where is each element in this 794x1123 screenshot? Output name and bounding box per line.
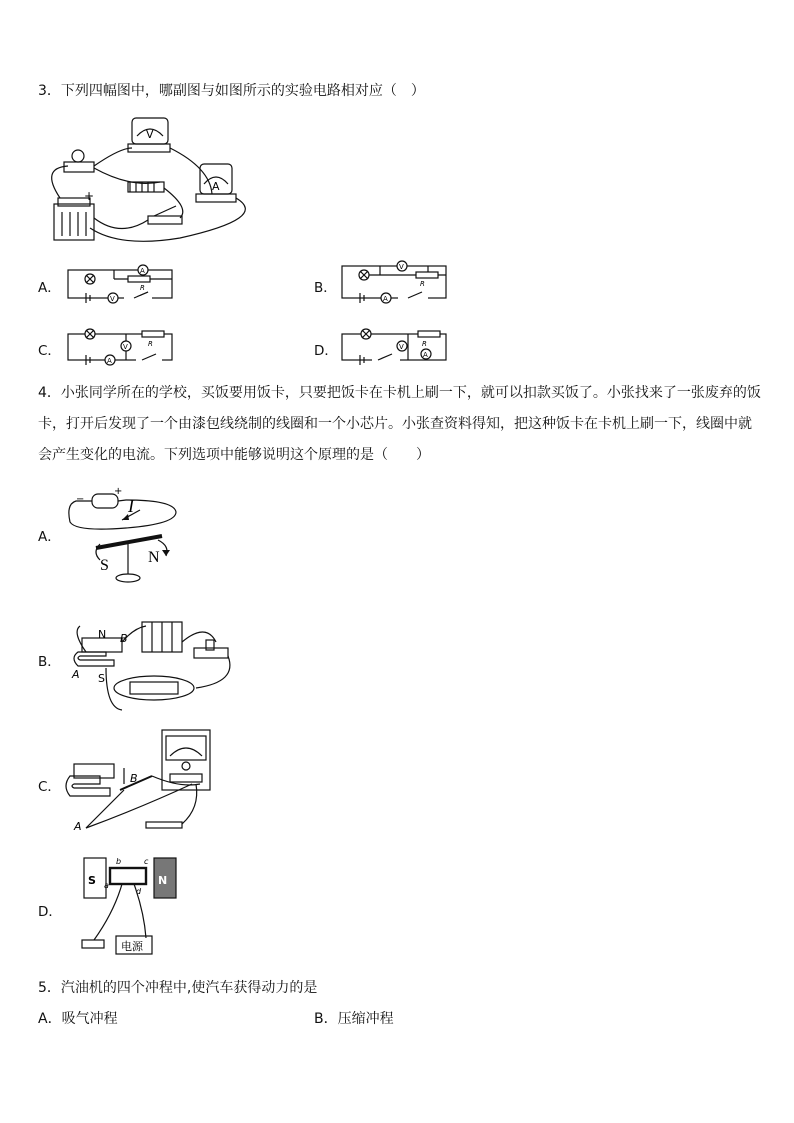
- svg-text:R: R: [140, 284, 145, 292]
- svg-text:R: R: [422, 340, 427, 348]
- q4-option-a-label[interactable]: A．: [38, 529, 61, 545]
- q4-stem-line-2: 卡，打开后发现了一个由漆包线绕制的线圈和一个小芯片。小张查资料得知，把这种饭卡在卡机上刷一下，线圈中就: [38, 416, 752, 432]
- q3-stem: 3．下列四幅图中，哪副图与如图所示的实验电路相对应（ ）: [38, 83, 425, 99]
- svg-text:c: c: [144, 857, 149, 866]
- switch-icon: [148, 216, 182, 224]
- q3-option-b-circuit: [338, 262, 450, 304]
- power-source-label: 电源: [121, 940, 143, 953]
- resistor-icon: [416, 272, 438, 278]
- q4-option-c-label[interactable]: C．: [38, 779, 61, 795]
- lamp-icon: [64, 162, 94, 172]
- svg-text:−: −: [76, 494, 85, 505]
- svg-text:S: S: [88, 874, 96, 887]
- svg-text:a: a: [104, 881, 109, 890]
- resistor-icon: [128, 276, 150, 282]
- svg-text:R: R: [148, 340, 153, 348]
- switch-icon: [82, 940, 104, 948]
- resistor-icon: [142, 331, 164, 337]
- svg-text:A: A: [72, 668, 80, 681]
- q4-option-c-figure: [60, 728, 212, 838]
- q4-stem-line-1: 4．小张同学所在的学校，买饭要用饭卡，只要把饭卡在卡机上刷一下，就可以扣款买饭了。小张找来了一张废弃的饭: [38, 385, 761, 401]
- battery-icon: [54, 204, 94, 240]
- voltmeter-symbol: V: [146, 128, 154, 141]
- magnet-icon: [74, 652, 114, 666]
- svg-text:+: +: [114, 486, 123, 497]
- q3-option-a-label[interactable]: A．: [38, 280, 61, 296]
- svg-text:b: b: [116, 857, 122, 866]
- q3-option-d-circuit: [338, 326, 450, 366]
- q4-option-d-figure: [74, 852, 194, 962]
- q4-option-a-figure: [66, 486, 182, 590]
- q3-option-c-label[interactable]: C．: [38, 343, 61, 359]
- q3-apparatus-figure: [40, 108, 280, 248]
- svg-text:A: A: [423, 351, 428, 359]
- svg-text:S: S: [98, 672, 105, 685]
- svg-text:B: B: [120, 632, 128, 645]
- svg-text:V: V: [399, 343, 404, 351]
- svg-text:V: V: [123, 343, 128, 351]
- wire-loop: [69, 500, 176, 529]
- q3-option-a-circuit: [64, 262, 176, 304]
- magnet-icon: [66, 776, 110, 796]
- compass-needle: [96, 536, 162, 548]
- svg-text:N: N: [98, 628, 107, 641]
- q4-option-d-label[interactable]: D．: [38, 904, 62, 920]
- svg-text:S: S: [100, 557, 109, 574]
- svg-text:A: A: [383, 295, 388, 303]
- ammeter-symbol: A: [212, 180, 220, 193]
- q5-option-b[interactable]: B．压缩冲程: [314, 1011, 394, 1027]
- svg-text:A: A: [74, 820, 82, 833]
- svg-text:A: A: [107, 357, 112, 365]
- svg-text:R: R: [420, 280, 425, 288]
- q4-option-b-label[interactable]: B．: [38, 654, 61, 670]
- q4-stem-line-3: 会产生变化的电流。下列选项中能够说明这个原理的是（ ）: [38, 447, 430, 463]
- q3-option-c-circuit: [64, 326, 176, 366]
- svg-text:V: V: [399, 263, 404, 271]
- current-label: I: [128, 496, 134, 516]
- q3-option-b-label[interactable]: B．: [314, 280, 337, 296]
- svg-text:N: N: [158, 874, 168, 887]
- battery-plus-sign: +: [84, 189, 95, 203]
- svg-text:N: N: [148, 549, 160, 566]
- q3-option-d-label[interactable]: D．: [314, 343, 338, 359]
- resistor-icon: [418, 331, 440, 337]
- svg-text:d: d: [136, 887, 142, 896]
- stand-base: [116, 574, 140, 582]
- svg-text:B: B: [130, 772, 138, 785]
- q5-option-a[interactable]: A．吸气冲程: [38, 1011, 118, 1027]
- switch-icon: [146, 822, 182, 828]
- svg-text:V: V: [110, 295, 115, 303]
- q4-option-b-figure: [66, 612, 238, 714]
- rheostat-icon: [114, 676, 194, 700]
- svg-text:A: A: [140, 267, 145, 275]
- coil-loop: [110, 868, 146, 884]
- q5-stem: 5．汽油机的四个冲程中,使汽车获得动力的是: [38, 980, 318, 996]
